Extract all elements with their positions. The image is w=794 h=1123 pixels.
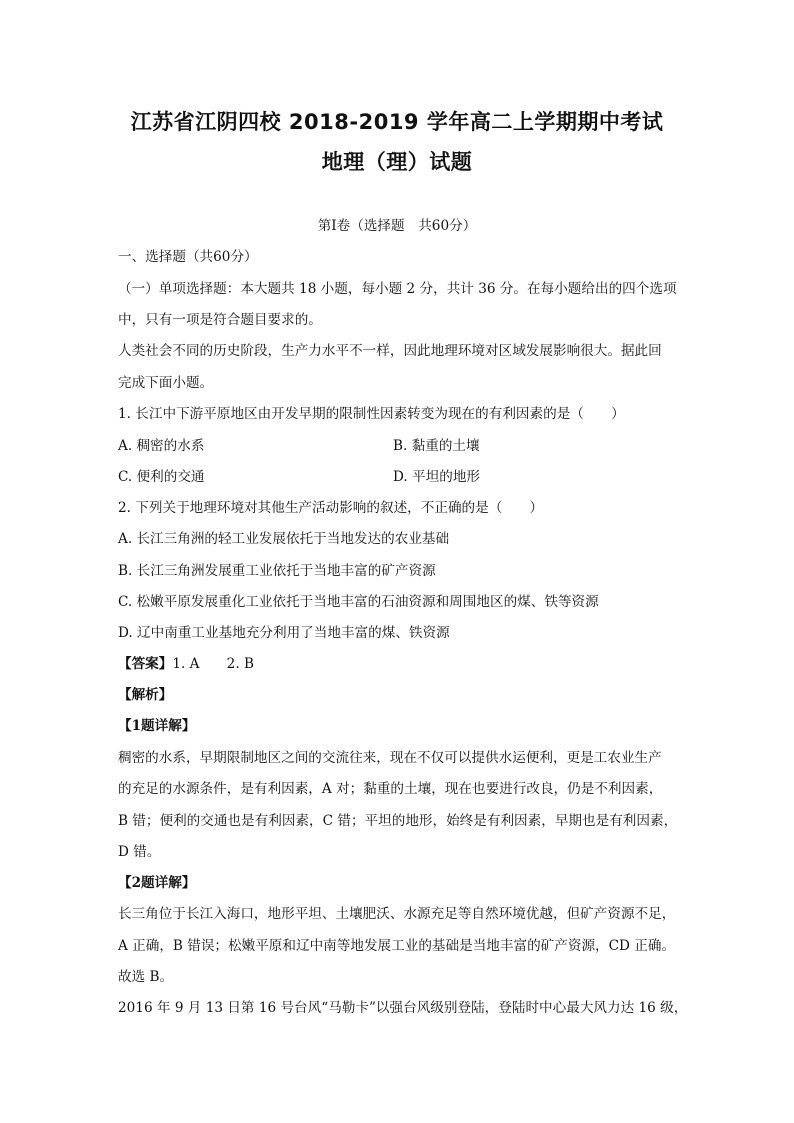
exam-title: 江苏省江阴四校 2018-2019 学年高二上学期期中考试 bbox=[130, 110, 664, 134]
question-2: 2. 下列关于地理环境对其他生产活动影响的叙述，不正确的是（ ） bbox=[118, 500, 544, 516]
q2-option-d: D. 辽中南重工业基地充分利用了当地丰富的煤、铁资源 bbox=[118, 625, 450, 641]
analysis-label: 【解析】 bbox=[118, 687, 173, 703]
answer-label: 【答案】 bbox=[118, 656, 173, 672]
typhoon-stem-line: 2016 年 9 月 13 日第 16 号台风“马勒卡”以强台风级别登陆，登陆时中心最大风力达 16 级， bbox=[118, 1000, 688, 1016]
section-header: 第Ⅰ卷（选择题 共60分） bbox=[317, 218, 477, 234]
q2-option-c: C. 松嫩平原发展重化工业依托于当地丰富的石油资源和周围地区的煤、铁等资源 bbox=[118, 594, 599, 610]
q1-option-d: D. 平坦的地形 bbox=[393, 469, 481, 485]
stem-line-1: 人类社会不同的历史阶段，生产力水平不一样，因此地理环境对区域发展影响很大。据此回 bbox=[118, 343, 662, 359]
q2-option-b: B. 长江三角洲发展重工业依托于当地丰富的矿产资源 bbox=[118, 563, 436, 579]
detail-1-label: 【1题详解】 bbox=[118, 718, 196, 734]
q1-options-row-1 bbox=[118, 437, 688, 455]
q1-option-b: B. 黏重的土壤 bbox=[393, 438, 480, 454]
q1-options-row-2 bbox=[118, 468, 688, 486]
exam-subtitle: 地理（理）试题 bbox=[321, 150, 473, 174]
answer-line bbox=[118, 655, 688, 673]
detail-1-line-2: 的充足的水源条件，是有利因素，A 对；黏重的土壤，现在也要进行改良，仍是不利因素， bbox=[118, 781, 663, 797]
part-heading: 一、选择题（共60分） bbox=[118, 249, 258, 265]
instructions-line-2: 中，只有一项是符合题目要求的。 bbox=[118, 312, 322, 328]
detail-2-line-3: 故选 B。 bbox=[118, 969, 174, 985]
q1-option-c: C. 便利的交通 bbox=[118, 469, 205, 485]
q2-option-a: A. 长江三角洲的轻工业发展依托于当地发达的农业基础 bbox=[118, 531, 450, 547]
q1-option-a: A. 稠密的水系 bbox=[118, 438, 205, 454]
detail-2-label: 【2题详解】 bbox=[118, 875, 196, 891]
detail-2-line-1: 长三角位于长江入海口，地形平坦、土壤肥沃、水源充足等自然环境优越，但矿产资源不足， bbox=[118, 906, 676, 922]
detail-1-line-4: D 错。 bbox=[118, 844, 161, 860]
answer-text: 1. A 2. B bbox=[172, 656, 254, 672]
question-1: 1. 长江中下游平原地区由开发早期的限制性因素转变为现在的有利因素的是（ ） bbox=[118, 406, 625, 422]
instructions-line-1: （一）单项选择题：本大题共 18 小题，每小题 2 分，共计 36 分。在每小题给出的四个选项 bbox=[118, 281, 677, 297]
detail-2-line-2: A 正确，B 错误；松嫩平原和辽中南等地发展工业的基础是当地丰富的矿产资源，CD 正确。 bbox=[118, 938, 676, 954]
detail-1-line-3: B 错；便利的交通也是有利因素，C 错；平坦的地形，始终是有利因素，早期也是有利因素， bbox=[118, 813, 678, 829]
detail-1-line-1: 稠密的水系，早期限制地区之间的交流往来，现在不仅可以提供水运便利，更是工农业生产 bbox=[118, 750, 662, 766]
stem-line-2: 完成下面小题。 bbox=[118, 375, 214, 391]
